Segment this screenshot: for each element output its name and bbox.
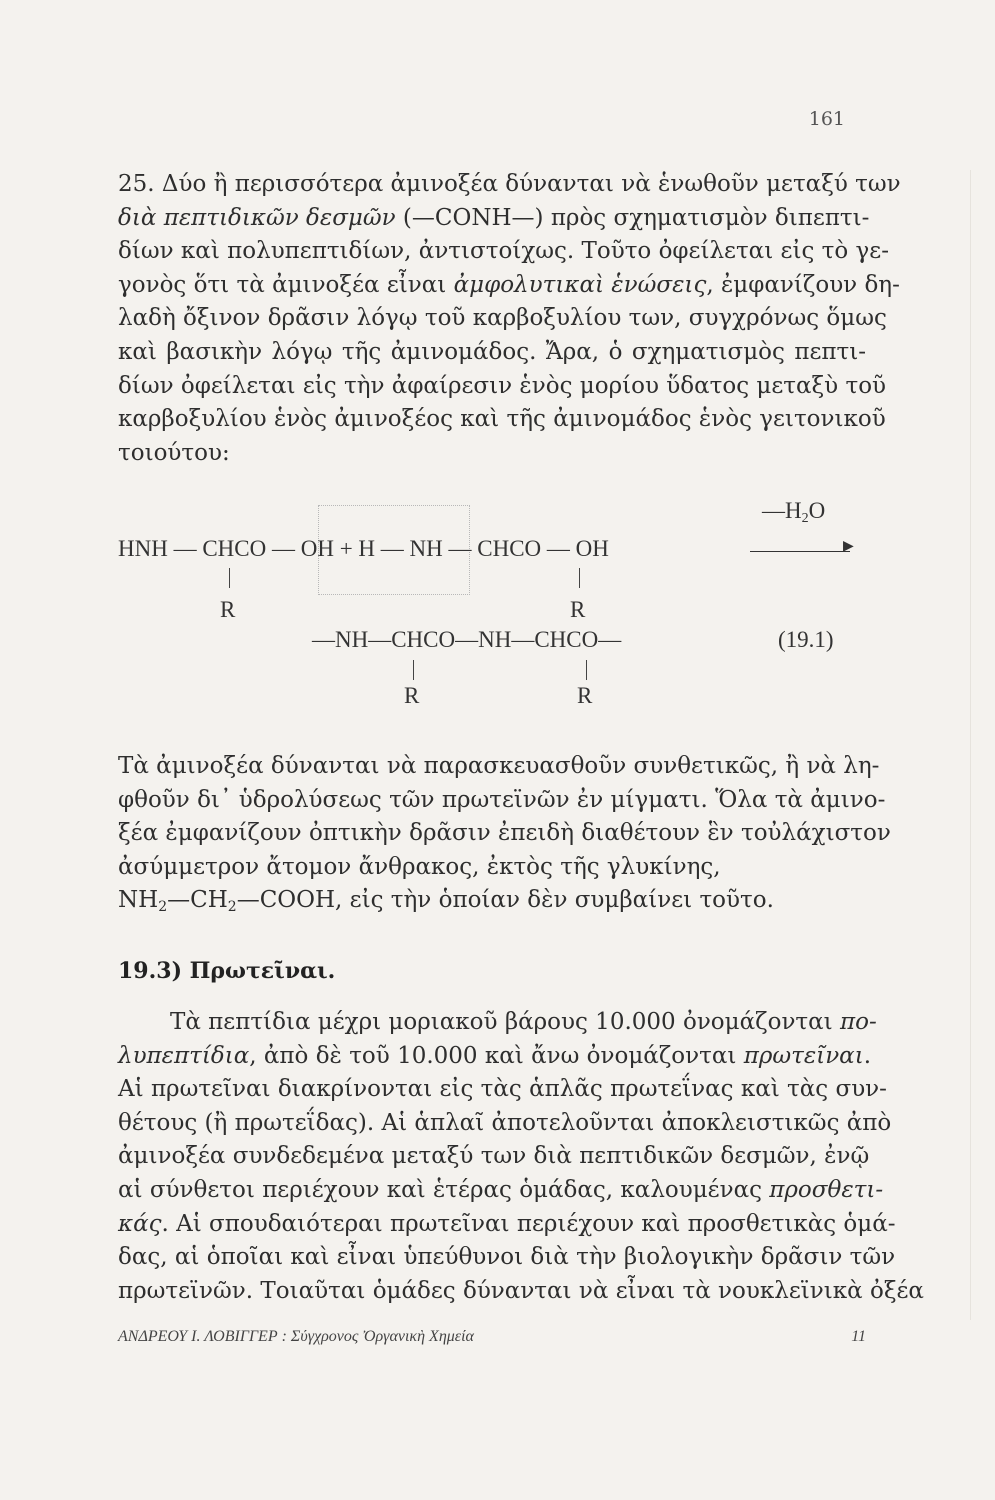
- text-span: (—CONH—) πρὸς σχηματισμὸν διπεπτι-: [395, 204, 870, 231]
- text-span: Τὰ πεπτίδια μέχρι μοριακοῦ βάρους 10.000 ὀνομάζονται: [170, 1009, 841, 1035]
- bond-line: [229, 568, 230, 588]
- text-line: Τὰ ἀμινοξέα δύνανται νὰ παρασκευασθοῦν συνθετικῶς, ἢ νὰ λη-: [118, 753, 880, 779]
- text-line: πρωτεϊνῶν. Τοιαῦται ὁμάδες δύνανται νὰ εἶναι τὰ νουκλεϊνικὰ ὀξέα: [118, 1277, 924, 1304]
- paragraph-proteins: [118, 1006, 924, 1308]
- italic-term: ἀμφολυτικαὶ ἑνώσεις: [453, 271, 707, 298]
- r-group: R: [570, 597, 586, 622]
- text-span: , ἀπὸ δὲ τοῦ 10.000 καὶ ἄνω ὀνομάζονται: [249, 1042, 744, 1069]
- italic-term: λυπεπτίδια: [118, 1042, 250, 1069]
- text-line: τοιούτου:: [118, 439, 230, 466]
- equation-number: (19.1): [778, 627, 834, 652]
- section-heading: 19.3) Πρωτεῖναι.: [118, 958, 336, 984]
- text-line: φθοῦν δι᾽ ὑδρολύσεως τῶν πρωτεϊνῶν ἐν μίγματι. Ὅλα τὰ ἀμινο-: [118, 786, 886, 813]
- text-line: δίων καὶ πολυπεπτιδίων, ἀντιστοίχως. Τοῦτο ὀφείλεται εἰς τὸ γε-: [118, 238, 889, 265]
- reaction-arrow: [750, 551, 850, 552]
- page-footer: [118, 1328, 866, 1346]
- text-span: NH: [118, 887, 159, 914]
- text-line: δας, αἱ ὁποῖαι καὶ εἶναι ὑπεύθυνοι διὰ τὴν βιολογικὴν δρᾶσιν τῶν: [118, 1244, 896, 1271]
- text-line: ἀμινοξέα συνδεδεμένα μεταξύ των διὰ πεπτιδικῶν δεσμῶν, ἐνῷ: [118, 1143, 870, 1170]
- text-line: λαδὴ ὄξινον δρᾶσιν λόγῳ τοῦ καρβοξυλίου των, συγχρόνως ὅμως: [118, 305, 887, 332]
- text-span: αἱ σύνθετοι περιέχουν καὶ ἑτέρας ὁμάδας, καλουμένας: [118, 1176, 770, 1203]
- bond-line: [413, 660, 414, 680]
- page-number: 161: [808, 108, 845, 130]
- water-removal-label: [762, 498, 825, 527]
- bond-line: [579, 568, 580, 588]
- italic-term: πο-: [840, 1009, 877, 1035]
- text-line: Αἱ πρωτεῖναι διακρίνονται εἰς τὰς ἁπλᾶς πρωτεΐνας καὶ τὰς συν-: [118, 1076, 887, 1103]
- text-line: [118, 884, 866, 925]
- paragraph-amino-acids: [118, 750, 891, 925]
- text-line: [118, 202, 870, 236]
- reaction-product: —NH—CHCO—NH—CHCO—: [312, 627, 622, 652]
- text-span: —CH: [167, 887, 228, 914]
- text-span: .: [863, 1042, 872, 1069]
- text-span: γονὸς ὅτι τὰ ἀμινοξέα εἶναι: [118, 271, 454, 298]
- text-line: [118, 1174, 884, 1208]
- text-line: θέτους (ἢ πρωτεΐδας). Αἱ ἁπλαῖ ἀποτελοῦνται ἀποκλειστικῶς ἀπὸ: [118, 1109, 892, 1136]
- text-line: δίων ὀφείλεται εἰς τὴν ἀφαίρεσιν ἑνὸς μορίου ὕδατος μεταξὺ τοῦ: [118, 372, 887, 399]
- text-line: [118, 269, 900, 303]
- bond-line: [586, 660, 587, 680]
- italic-term: κάς: [118, 1210, 162, 1237]
- water-label: —H: [762, 498, 802, 523]
- footer-signature: ΑΝΔΡΕΟΥ Ι. ΛΟΒΙΓΓΕΡ : Σύγχρονος Ὀργανικὴ Χημεία: [118, 1328, 474, 1345]
- text-line: [118, 1006, 877, 1040]
- text-line: 25. Δύο ἢ περισσότερα ἀμινοξέα δύνανται νὰ ἑνωθοῦν μεταξύ των: [118, 171, 901, 197]
- text-span: —COOH, εἰς τὴν ὁποίαν δὲν συμβαίνει τοῦτο.: [236, 887, 774, 914]
- subscript: 2: [227, 899, 237, 916]
- arrow-head-icon: ▶: [843, 539, 854, 554]
- text-span: . Αἱ σπουδαιότεραι πρωτεῖναι περιέχουν καὶ προσθετικὰς ὁμά-: [161, 1210, 896, 1237]
- subscript: 2: [158, 899, 168, 916]
- text-line: [118, 1040, 872, 1074]
- text-line: καρβοξυλίου ἑνὸς ἀμινοξέος καὶ τῆς ἀμινομάδος ἑνὸς γειτονικοῦ: [118, 406, 886, 433]
- italic-term: πρωτεῖναι: [743, 1042, 864, 1069]
- text-line: ἀσύμμετρον ἄτομον ἄνθρακος, ἐκτὸς τῆς γλυκίνης,: [118, 853, 721, 880]
- subscript: 2: [801, 511, 809, 526]
- text-line: [118, 1208, 896, 1242]
- r-group: R: [220, 597, 236, 622]
- italic-term: διὰ πεπτιδικῶν δεσμῶν: [118, 204, 396, 231]
- page-edge: [964, 170, 971, 1320]
- italic-term: προσθετι-: [769, 1176, 884, 1203]
- paragraph-peptide-bonds: [118, 168, 901, 470]
- text-span: , ἐμφανίζουν δη-: [706, 271, 900, 298]
- reaction-reactants: HNH — CHCO — OH + H — NH — CHCO — OH: [118, 536, 609, 561]
- water-label-o: O: [808, 498, 826, 523]
- r-group: R: [577, 683, 593, 708]
- r-group: R: [404, 683, 420, 708]
- text-line: καὶ βασικὴν λόγῳ τῆς ἀμινομάδος. Ἄρα, ὁ σχηματισμὸς πεπτι-: [118, 338, 866, 365]
- text-line: ξέα ἐμφανίζουν ὀπτικὴν δρᾶσιν ἐπειδὴ διαθέτουν ἓν τοὐλάχιστον: [118, 820, 891, 847]
- footer-signature-number: 11: [851, 1328, 866, 1345]
